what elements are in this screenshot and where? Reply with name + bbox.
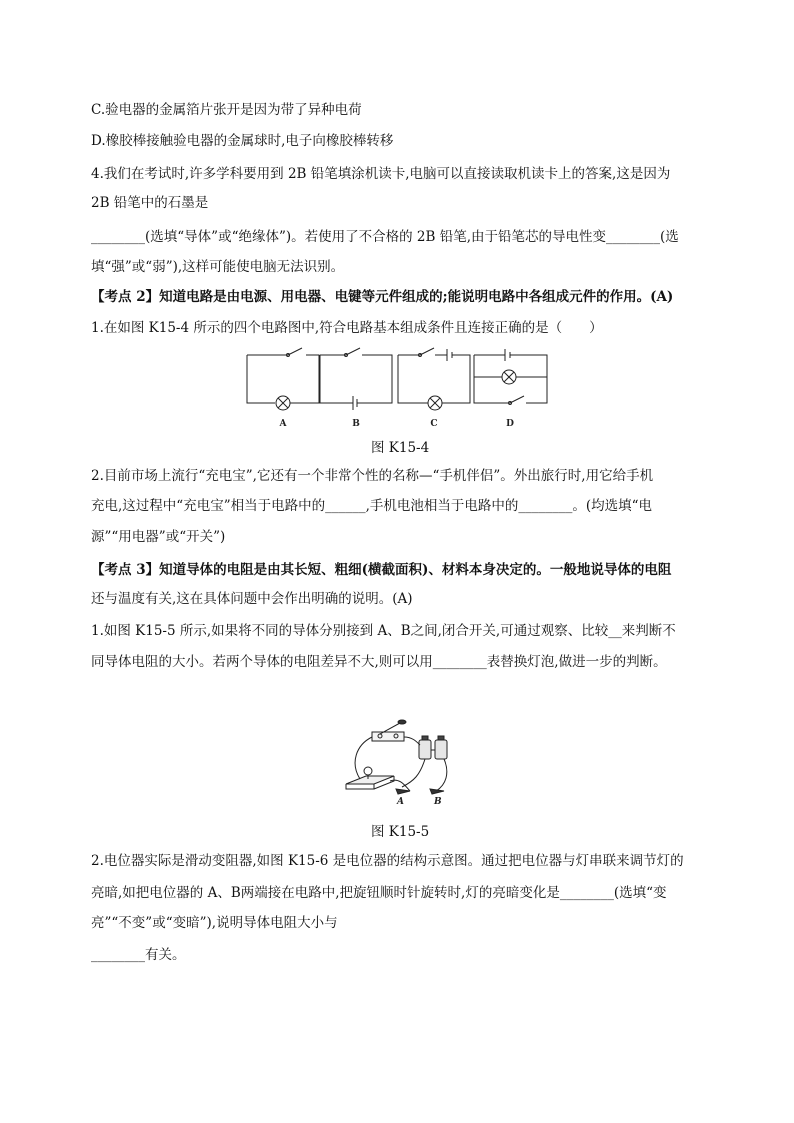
figure-k15-4-label-a: A [279, 419, 287, 429]
line-k2-q1: 1.在如图 K15-4 所示的四个电路图中,符合电路基本组成条件且连接正确的是（ ） [91, 320, 603, 336]
line-k2-q2: 2.目前市场上流行“充电宝”,它还有一个非常个性的名称—“手机伴侣”。外出旅行时,用它给手机 [91, 468, 654, 484]
line-k2-q2-cont: 充电,这过程中“充电宝”相当于电路中的______,手机电池相当于电路中的________。(均选填“电 [91, 498, 653, 514]
line-q4-blank1: ________(选填“导体”或“绝缘体”)。若使用了不合格的 2B 铅笔,由于铅笔芯的导电性变________(选 [91, 229, 679, 245]
figure-k15-4-label-b: B [352, 419, 360, 429]
line-k3-q2-end: ________有关。 [91, 947, 186, 963]
circuit-a [247, 348, 319, 410]
figure-k15-5-label-a: A [397, 797, 404, 807]
circuit-b [320, 348, 392, 410]
figure-k15-5-label-b: B [434, 797, 442, 807]
line-k3-q2-cont: 亮暗,如把电位器的 A、B两端接在电路中,把旋钮顺时针旋转时,灯的亮暗变化是________(选填“变 [91, 885, 667, 901]
figure-k15-5 [340, 715, 470, 810]
figure-k15-4-label-c: C [430, 419, 438, 429]
line-k2-q2-end: 源”“用电器”或“开关”) [91, 529, 226, 545]
figure-k15-4-caption: 图 K15-4 [371, 440, 430, 456]
figure-k15-4-label-d: D [506, 419, 514, 429]
line-q4-end: 填“强”或“弱”),这样可能使电脑无法识别。 [91, 259, 345, 275]
circuit-c [398, 348, 470, 410]
line-q4: 4.我们在考试时,许多学科要用到 2B 铅笔填涂机读卡,电脑可以直接读取机读卡上的答案,这是因为 [91, 166, 671, 182]
figure-k15-5-caption: 图 K15-5 [371, 824, 430, 840]
line-k3-q1-cont: 同导体电阻的大小。若两个导体的电阻差异不大,则可以用________表替换灯泡,做进一步的判断。 [91, 654, 667, 670]
line-q4-cont: 2B 铅笔中的石墨是 [91, 195, 209, 211]
line-kaodian-3: 【考点 3】知道导体的电阻是由其长短、粗细(横截面积)、材料本身决定的。一般地说导体的电阻 [91, 562, 672, 578]
line-k3-q2: 2.电位器实际是滑动变阻器,如图 K15-6 是电位器的结构示意图。通过把电位器与灯串联来调节灯的 [91, 853, 684, 869]
figure-k15-4 [240, 340, 560, 432]
line-kaodian-2: 【考点 2】知道电路是由电源、用电器、电键等元件组成的;能说明电路中各组成元件的作用。(A) [91, 289, 674, 305]
line-k3-q1: 1.如图 K15-5 所示,如果将不同的导体分别接到 A、B之间,闭合开关,可通过观察、比较__来判断不 [91, 623, 676, 639]
line-k3-q2-cont2: 亮”“不变”或“变暗”),说明导体电阻大小与 [91, 915, 338, 931]
circuit-d [474, 349, 547, 405]
line-option-d: D.橡胶棒接触验电器的金属球时,电子向橡胶棒转移 [91, 133, 394, 149]
line-option-c: C.验电器的金属箔片张开是因为带了异种电荷 [91, 102, 362, 118]
line-k3-cont: 还与温度有关,这在具体问题中会作出明确的说明。(A) [91, 591, 413, 607]
